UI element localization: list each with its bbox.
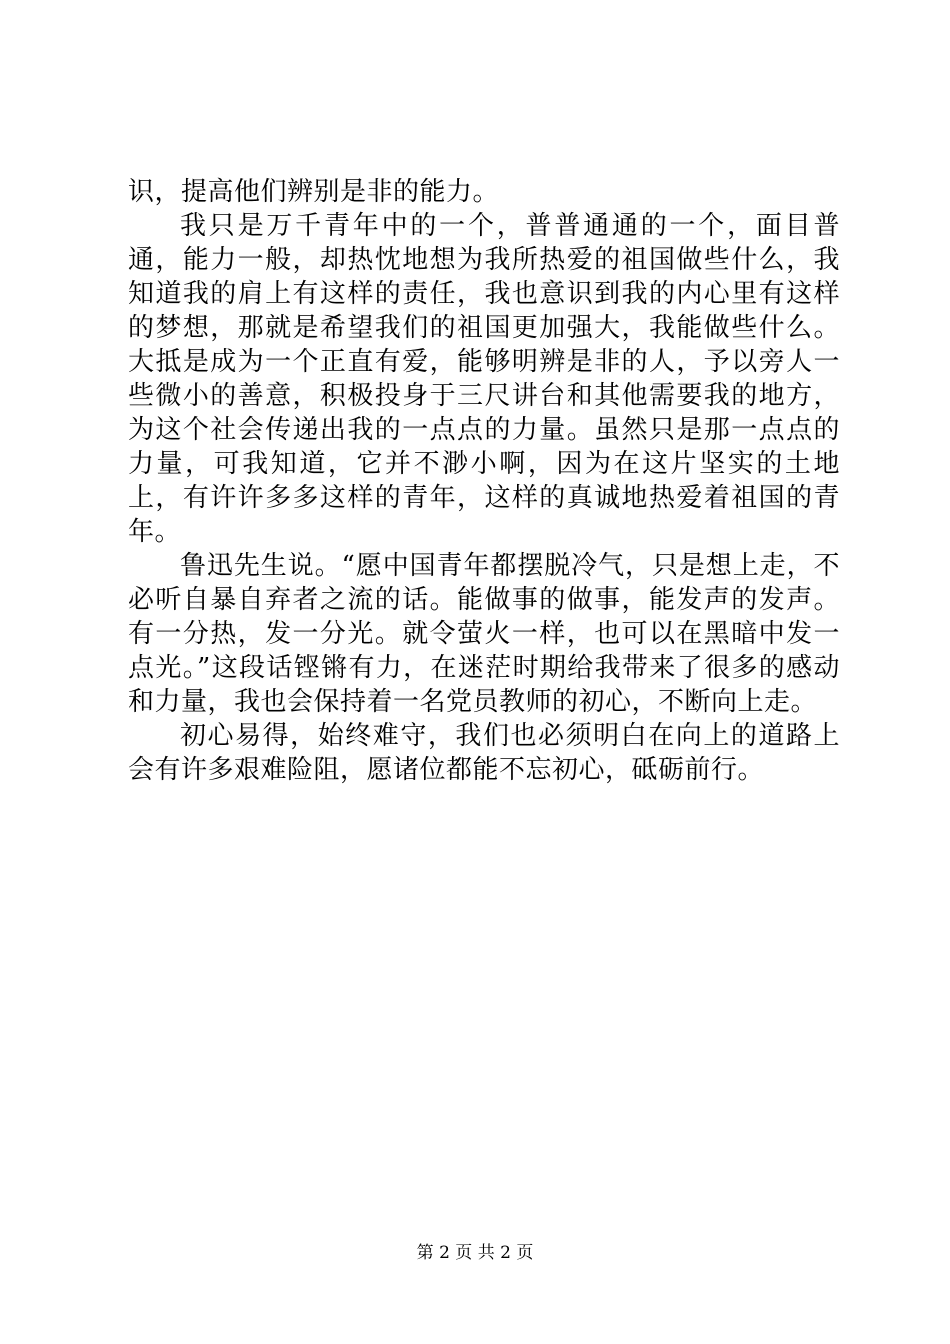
body-text: [128, 175, 840, 787]
paragraph-3: 鲁迅先生说。“愿中国青年都摆脱冷气，只是想上走，不必听自暴自弃者之流的话。能做事的做事，能发声的发声。有一分热，发一分光。就令萤火一样，也可以在黑暗中发一点光。”这段话铿锵有力，在迷茫时期给我带来了很多的感动和力量，我也会保持着一名党员教师的初心，不断向上走。: [128, 551, 840, 717]
paragraph-4: 初心易得，始终难守，我们也必须明白在向上的道路上会有许多艰难险阻，愿诸位都能不忘初心，砥砺前行。: [128, 721, 840, 785]
page-footer: 第 2 页 共 2 页: [416, 1243, 534, 1263]
paragraph-2: 我只是万千青年中的一个，普普通通的一个，面目普通，能力一般，却热忱地想为我所热爱的祖国做些什么，我知道我的肩上有这样的责任，我也意识到我的内心里有这样的梦想，那就是希望我们的祖国更加强大，我能做些什么。大抵是成为一个正直有爱，能够明辨是非的人，予以旁人一些微小的善意，积极投身于三尺讲台和其他需要我的地方，为这个社会传递出我的一点点的力量。虽然只是那一点点的力量，可我知道，它并不渺小啊，因为在这片坚实的土地上，有许许多多这样的青年，这样的真诚地热爱着祖国的青年。: [128, 211, 840, 547]
paragraph-1: 识，提高他们辨别是非的能力。: [128, 177, 500, 207]
